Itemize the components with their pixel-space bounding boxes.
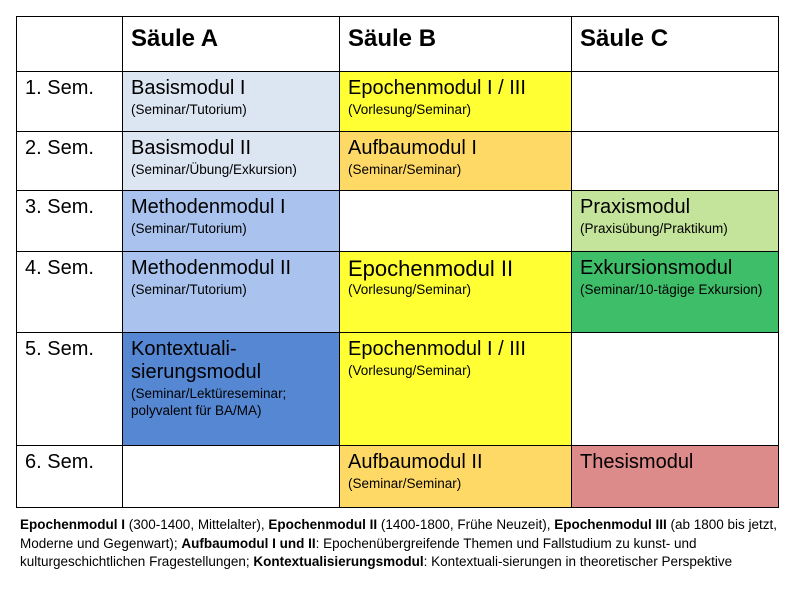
- legend-term: Epochenmodul III: [554, 517, 667, 532]
- semester-label: 3. Sem.: [17, 191, 123, 252]
- legend-term: Epochenmodul II: [268, 517, 378, 532]
- module-format: (Vorlesung/Seminar): [348, 363, 472, 378]
- module-title: Kontextuali-sierungsmodul: [131, 338, 262, 383]
- header-row: [17, 17, 779, 72]
- semester-label: 5. Sem.: [17, 333, 123, 446]
- module-format: (Seminar/Seminar): [348, 476, 462, 491]
- module-cell-c: [572, 446, 779, 508]
- legend-term: Aufbaumodul I und II: [181, 535, 316, 551]
- legend-description: (300-1400, Mittelalter),: [125, 517, 269, 532]
- legend-text: [20, 516, 782, 572]
- module-format: (Seminar/Tutorium): [131, 282, 247, 297]
- module-cell-a: [123, 252, 340, 333]
- semester-label: 1. Sem.: [17, 72, 123, 132]
- table-row-sem-1: [17, 72, 779, 132]
- header-empty-cell: [17, 17, 123, 72]
- module-title: Epochenmodul I / III: [348, 338, 526, 360]
- module-title: Exkursionsmodul: [580, 257, 733, 279]
- table-row-sem-3: [17, 191, 779, 252]
- legend-description: : Epochenübergreifende Themen und Fallstudium zu kunst- und kulturgeschichtlichen Fragestellungen;: [20, 535, 697, 569]
- header-saeule-c: Säule C: [572, 17, 779, 72]
- legend-description: : Kontextuali-sierungen in theoretischer Perspektive: [423, 554, 733, 569]
- module-cell-b-empty: [340, 191, 572, 252]
- module-cell-c-empty: [572, 72, 779, 132]
- legend-description: (1400-1800, Frühe Neuzeit),: [377, 517, 555, 532]
- module-cell-b: [340, 132, 572, 191]
- module-cell-c: [572, 252, 779, 333]
- module-cell-a: [123, 132, 340, 191]
- module-cell-a: [123, 72, 340, 132]
- module-title: Methodenmodul II: [131, 257, 292, 279]
- module-title: Praxismodul: [580, 196, 691, 218]
- module-title: Basismodul I: [131, 77, 246, 99]
- table-row-sem-2: [17, 132, 779, 191]
- module-title: Epochenmodul I / III: [348, 77, 526, 99]
- table-row-sem-6: [17, 446, 779, 508]
- semester-label: 2. Sem.: [17, 132, 123, 191]
- module-cell-a-empty: [123, 446, 340, 508]
- legend-description: (ab 1800 bis jetzt, Moderne und Gegenwart);: [20, 517, 778, 551]
- module-title: Methodenmodul I: [131, 196, 286, 218]
- module-cell-a: [123, 333, 340, 446]
- header-saeule-a: Säule A: [123, 17, 340, 72]
- module-title: Thesismodul: [580, 451, 694, 473]
- module-format: (Seminar/Lektüreseminar; polyvalent für BA/MA): [131, 386, 287, 418]
- module-format: (Seminar/10-tägige Exkursion): [580, 282, 763, 297]
- module-title: Aufbaumodul II: [348, 451, 483, 473]
- module-format: (Seminar/Tutorium): [131, 221, 247, 236]
- module-title: Aufbaumodul I: [348, 137, 477, 159]
- module-cell-a: [123, 191, 340, 252]
- table-row-sem-5: [17, 333, 779, 446]
- module-format: (Vorlesung/Seminar): [348, 102, 472, 117]
- semester-label: 4. Sem.: [17, 252, 123, 333]
- module-format: (Seminar/Seminar): [348, 162, 462, 177]
- module-format: (Seminar/Tutorium): [131, 102, 247, 117]
- module-cell-c-empty: [572, 132, 779, 191]
- module-title: Epochenmodul II: [348, 256, 514, 281]
- module-cell-b: [340, 333, 572, 446]
- module-format: (Praxisübung/Praktikum): [580, 221, 728, 236]
- module-format: (Vorlesung/Seminar): [348, 282, 472, 297]
- table-row-sem-4: [17, 252, 779, 333]
- header-saeule-b: Säule B: [340, 17, 572, 72]
- module-cell-b: [340, 446, 572, 508]
- legend-term: Epochenmodul I: [20, 517, 126, 532]
- module-cell-b: [340, 72, 572, 132]
- module-cell-c: [572, 191, 779, 252]
- module-title: Basismodul II: [131, 137, 252, 159]
- module-cell-b: [340, 252, 572, 333]
- module-cell-c-empty: [572, 333, 779, 446]
- module-table: [16, 16, 779, 508]
- semester-label: 6. Sem.: [17, 446, 123, 508]
- module-format: (Seminar/Übung/Exkursion): [131, 162, 297, 177]
- legend-term: Kontextualisierungsmodul: [253, 554, 424, 569]
